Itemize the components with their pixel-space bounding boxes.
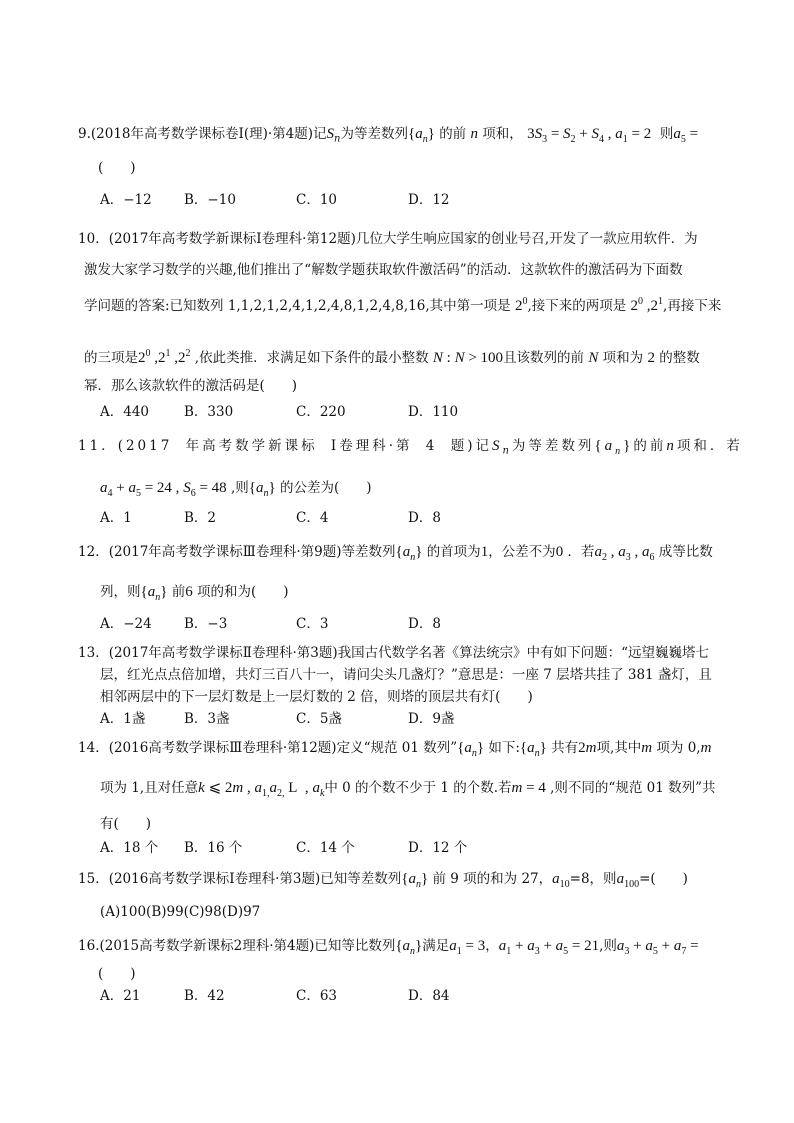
option-a: A．1	[100, 510, 132, 526]
question-11-line-2: $a_4 + a_5 = 24$ , $S_6 = 48$ ,则$\{a_n\}$ 的公差为( )	[100, 480, 372, 499]
option-c: C．4	[296, 510, 329, 526]
question-10-line-5: 幂．那么该款软件的激活码是( )	[84, 378, 298, 394]
question-14-line-3: 有( )	[100, 816, 152, 832]
option-c: C．10	[296, 192, 338, 208]
question-16-line-1: 16.(2015高考数学新课标2理科·第4题)已知等比数列$\{a_n\}$满足$a_1 = 3$，$a_1 + a_3 + a_5 = 21$,则$a_3 + a_5 + a_7$ =	[78, 938, 699, 957]
option-d: D．12	[408, 192, 450, 208]
option-a: A．440	[100, 404, 150, 420]
question-15-line-1: 15．(2016高考数学课标Ⅰ卷理科·第3题)已知等差数列$\{a_n\}$ 前 9 项的和为 27，$a_{10}=8$，则$a_{100}=$( )	[78, 871, 688, 890]
option-d: D．8	[408, 616, 441, 632]
option-b: B．16 个	[184, 840, 243, 856]
option-a: A．21	[100, 988, 141, 1004]
question-14-line-2: 项为 1,且对任意k ⩽ 2m , $a_{1,}a_{2,}$ L , $a_k$中 0 的个数不少于 1 的个数.若m = 4 ,则不同的“规范 01 数列”共	[100, 780, 716, 799]
question-12-line-1: 12．(2017年高考数学课标Ⅲ卷理科·第9题)等差数列$\{a_n\}$ 的首项为1，公差不为0 ．若$a_2$ , $a_3$ , $a_6$ 成等比数	[78, 544, 713, 563]
option-c: C．63	[296, 988, 338, 1004]
option-c: C．5盏	[296, 711, 342, 727]
option-b: B．−10	[184, 192, 236, 208]
option-b: B．330	[184, 404, 234, 420]
option-b: B．2	[184, 510, 217, 526]
question-16-paren: ( )	[98, 966, 136, 982]
option-b: B．42	[184, 988, 225, 1004]
option-d: D．110	[408, 404, 459, 420]
option-a: A．1盏	[100, 711, 146, 727]
question-9-paren: ( )	[98, 160, 136, 176]
option-a: A．−12	[100, 192, 152, 208]
question-14-line-1: 14．(2016高考数学课标Ⅲ卷理科·第12题)定义“规范 01 数列$”\{a_n\}$ 如下$:\{a_n\}$ 共有2m项,其中m 项为 0,m	[78, 740, 712, 759]
question-10-line-1: 10．(2017年高考数学新课标Ⅰ卷理科·第12题)几位大学生响应国家的创业号召,开发了一款应用软件．为	[78, 231, 698, 247]
question-10-line-4: 的三项是$2^0$ $,2^1$ $,2^2$ ,依此类推．求满足如下条件的最小整数 N : N > 100且该数列的前 N 项和为 2 的整数	[84, 348, 700, 366]
option-a: A．−24	[100, 616, 152, 632]
question-11-line-1: 11．(2017 年高考数学新课标 Ⅰ卷理科·第 4 题)记$S_n$为等差数列$\{a_n\}$的前n项和．若	[78, 438, 743, 457]
option-c: C．3	[296, 616, 329, 632]
option-c: C．14 个	[296, 840, 355, 856]
question-12-line-2: 列，则$\{a_n\}$ 前6 项的和为( )	[100, 584, 289, 603]
option-b: B．3盏	[184, 711, 230, 727]
question-10-line-3: 学问题的答案:已知数列 1,1,2,1,2,4,1,2,4,8,1,2,4,8,16,其中第一项是 $2^0$,接下来的两项是 $2^0$ $,2^1$,再接下来	[84, 296, 722, 314]
option-d: D．9盏	[408, 711, 455, 727]
question-9-stem: 9.(2018年高考数学课标卷Ⅰ(理)·第4题)记$S_n$为等差数列$\{a_n\}$ 的前 n 项和， $3S_3 = S_2 + S_4$ , $a_1 = 2$ 则$a_5$ =	[78, 126, 699, 145]
question-13-line-1: 13．(2017年高考数学课标Ⅱ卷理科·第3题)我国古代数学名著《算法统宗》中有如下问题：“远望巍巍塔七	[78, 645, 710, 661]
question-13-line-3: 相邻两层中的下一层灯数是上一层灯数的 2 倍，则塔的顶层共有灯( )	[100, 689, 533, 705]
question-10-line-2: 激发大家学习数学的兴趣,他们推出了“解数学题获取软件激活码”的活动．这款软件的激活码为下面数	[84, 262, 683, 278]
option-b: B．−3	[184, 616, 228, 632]
option-d: D．84	[408, 988, 450, 1004]
option-d: D．12 个	[408, 840, 468, 856]
question-15-options: (A)100(B)99(C)98(D)97	[100, 904, 261, 920]
option-a: A．18 个	[100, 840, 159, 856]
question-13-line-2: 层，红光点点倍加增，共灯三百八十一，请问尖头几盏灯？”意思是：一座 7 层塔共挂了 381 盏灯，且	[100, 667, 712, 683]
option-d: D．8	[408, 510, 441, 526]
option-c: C．220	[296, 404, 346, 420]
